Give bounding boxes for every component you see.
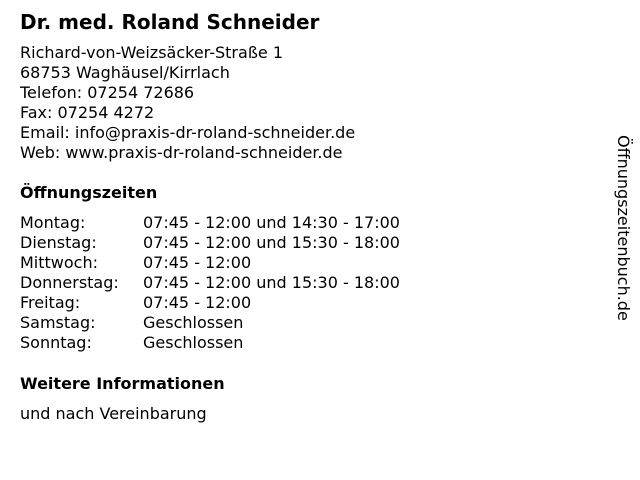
hours-heading: Öffnungszeiten xyxy=(20,183,158,202)
fax-number: Fax: 07254 4272 xyxy=(20,103,155,122)
day-label: Montag: xyxy=(20,213,86,232)
side-watermark: Öffnungszeitenbuch.de xyxy=(614,135,633,321)
day-label: Dienstag: xyxy=(20,233,97,252)
day-label: Donnerstag: xyxy=(20,273,119,292)
time-value: 07:45 - 12:00 und 14:30 - 17:00 xyxy=(143,213,400,232)
phone-number: Telefon: 07254 72686 xyxy=(20,83,195,102)
contact-block xyxy=(20,43,355,163)
email-address: Email: info@praxis-dr-roland-schneider.de xyxy=(20,123,356,142)
info-text: und nach Vereinbarung xyxy=(20,404,207,423)
page-title: Dr. med. Roland Schneider xyxy=(20,10,320,34)
time-value: 07:45 - 12:00 xyxy=(143,293,252,312)
time-value: 07:45 - 12:00 und 15:30 - 18:00 xyxy=(143,233,400,252)
time-value: Geschlossen xyxy=(143,313,244,332)
info-heading: Weitere Informationen xyxy=(20,374,225,393)
day-label: Mittwoch: xyxy=(20,253,98,272)
time-value: 07:45 - 12:00 und 15:30 - 18:00 xyxy=(143,273,400,292)
day-label: Samstag: xyxy=(20,313,96,332)
street-address: Richard-von-Weizsäcker-Straße 1 xyxy=(20,43,283,62)
city-address: 68753 Waghäusel/Kirrlach xyxy=(20,63,230,82)
website: Web: www.praxis-dr-roland-schneider.de xyxy=(20,143,343,162)
time-value: 07:45 - 12:00 xyxy=(143,253,252,272)
day-label: Sonntag: xyxy=(20,333,92,352)
time-value: Geschlossen xyxy=(143,333,244,352)
day-label: Freitag: xyxy=(20,293,81,312)
